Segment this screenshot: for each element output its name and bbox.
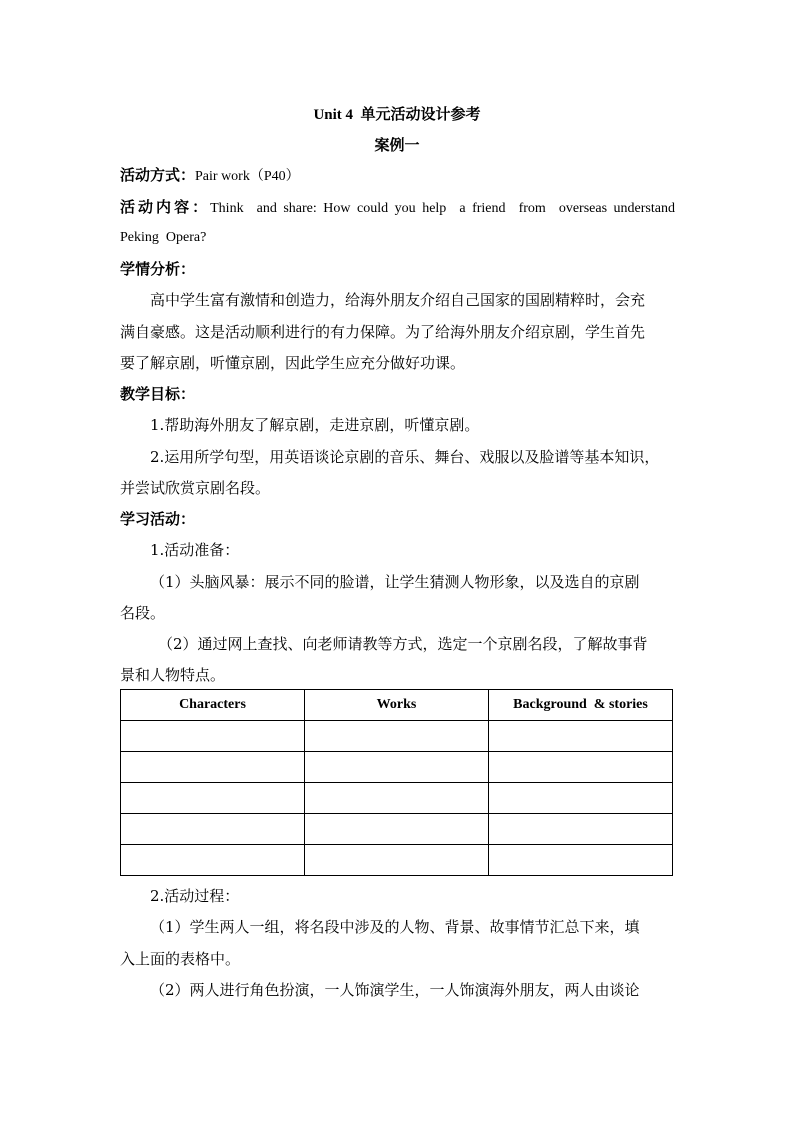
content-label: 活动内容： (120, 198, 211, 216)
analysis-text-2: 满自豪感。这是活动顺利进行的有力保障。为了给海外朋友介绍京剧，学生首先 (120, 323, 646, 341)
opera-info-table (120, 689, 673, 876)
prep-item-2: （2）通过网上查找、向老师请教等方式，选定一个京剧名段，了解故事背 (158, 635, 648, 653)
analysis-text-1: 高中学生富有激情和创造力，给海外朋友介绍自己国家的国剧精粹时，会充 (150, 291, 646, 309)
header-works: Works (305, 690, 489, 721)
table-body (121, 721, 673, 876)
process-item-2: （2）两人进行角色扮演，一人饰演学生，一人饰演海外朋友，两人由谈论 (150, 981, 640, 999)
table-cell[interactable] (121, 752, 305, 783)
case-subtitle: 案例一 (374, 136, 420, 154)
activities-label: 学习活动： (120, 510, 196, 528)
table-row (121, 752, 673, 783)
table-cell[interactable] (489, 783, 673, 814)
process-heading: 2.活动过程： (150, 887, 240, 905)
prep-item-2-cont: 景和人物特点。 (120, 666, 226, 684)
method-line (120, 165, 675, 187)
content-line-1 (120, 197, 675, 219)
table-row (121, 721, 673, 752)
analysis-label: 学情分析： (120, 260, 196, 278)
table-cell[interactable] (489, 845, 673, 876)
process-item-1: （1）学生两人一组，将名段中涉及的人物、背景、故事情节汇总下来，填 (150, 918, 640, 936)
prep-item-1: （1）头脑风暴：展示不同的脸谱，让学生猜测人物形象，以及选自的京剧 (150, 573, 640, 591)
goal-item-1: 1.帮助海外朋友了解京剧，走进京剧，听懂京剧。 (150, 416, 480, 434)
table-cell[interactable] (489, 814, 673, 845)
method-value: Pair work（P40） (195, 169, 300, 184)
header-characters: Characters (121, 690, 305, 721)
content-text-2: Peking Opera? (120, 230, 207, 245)
table-cell[interactable] (121, 783, 305, 814)
table-cell[interactable] (305, 814, 489, 845)
table-cell[interactable] (305, 752, 489, 783)
goal-item-2-cont: 并尝试欣赏京剧名段。 (120, 479, 271, 497)
prep-heading: 1.活动准备： (150, 541, 240, 559)
prep-item-1-cont: 名段。 (120, 604, 166, 622)
table-cell[interactable] (121, 814, 305, 845)
table-header-row (121, 690, 673, 721)
table-cell[interactable] (305, 783, 489, 814)
table-cell[interactable] (305, 721, 489, 752)
header-background-stories: Background & stories (489, 690, 673, 721)
table-cell[interactable] (121, 845, 305, 876)
goal-item-2: 2.运用所学句型，用英语谈论京剧的音乐、舞台、戏服以及脸谱等基本知识， (150, 448, 660, 466)
table-cell[interactable] (489, 721, 673, 752)
table-cell[interactable] (305, 845, 489, 876)
method-label: 活动方式： (120, 166, 196, 184)
process-item-1-cont: 入上面的表格中。 (120, 950, 241, 968)
table-cell[interactable] (121, 721, 305, 752)
document-title: Unit 4 单元活动设计参考 (313, 107, 481, 123)
goals-label: 教学目标： (120, 385, 196, 403)
table-row (121, 783, 673, 814)
table-cell[interactable] (489, 752, 673, 783)
table-row (121, 845, 673, 876)
content-text-1: Think and share: How could you help a friend from overseas understand (210, 201, 675, 216)
analysis-text-3: 要了解京剧，听懂京剧，因此学生应充分做好功课。 (120, 354, 466, 372)
table-row (121, 814, 673, 845)
